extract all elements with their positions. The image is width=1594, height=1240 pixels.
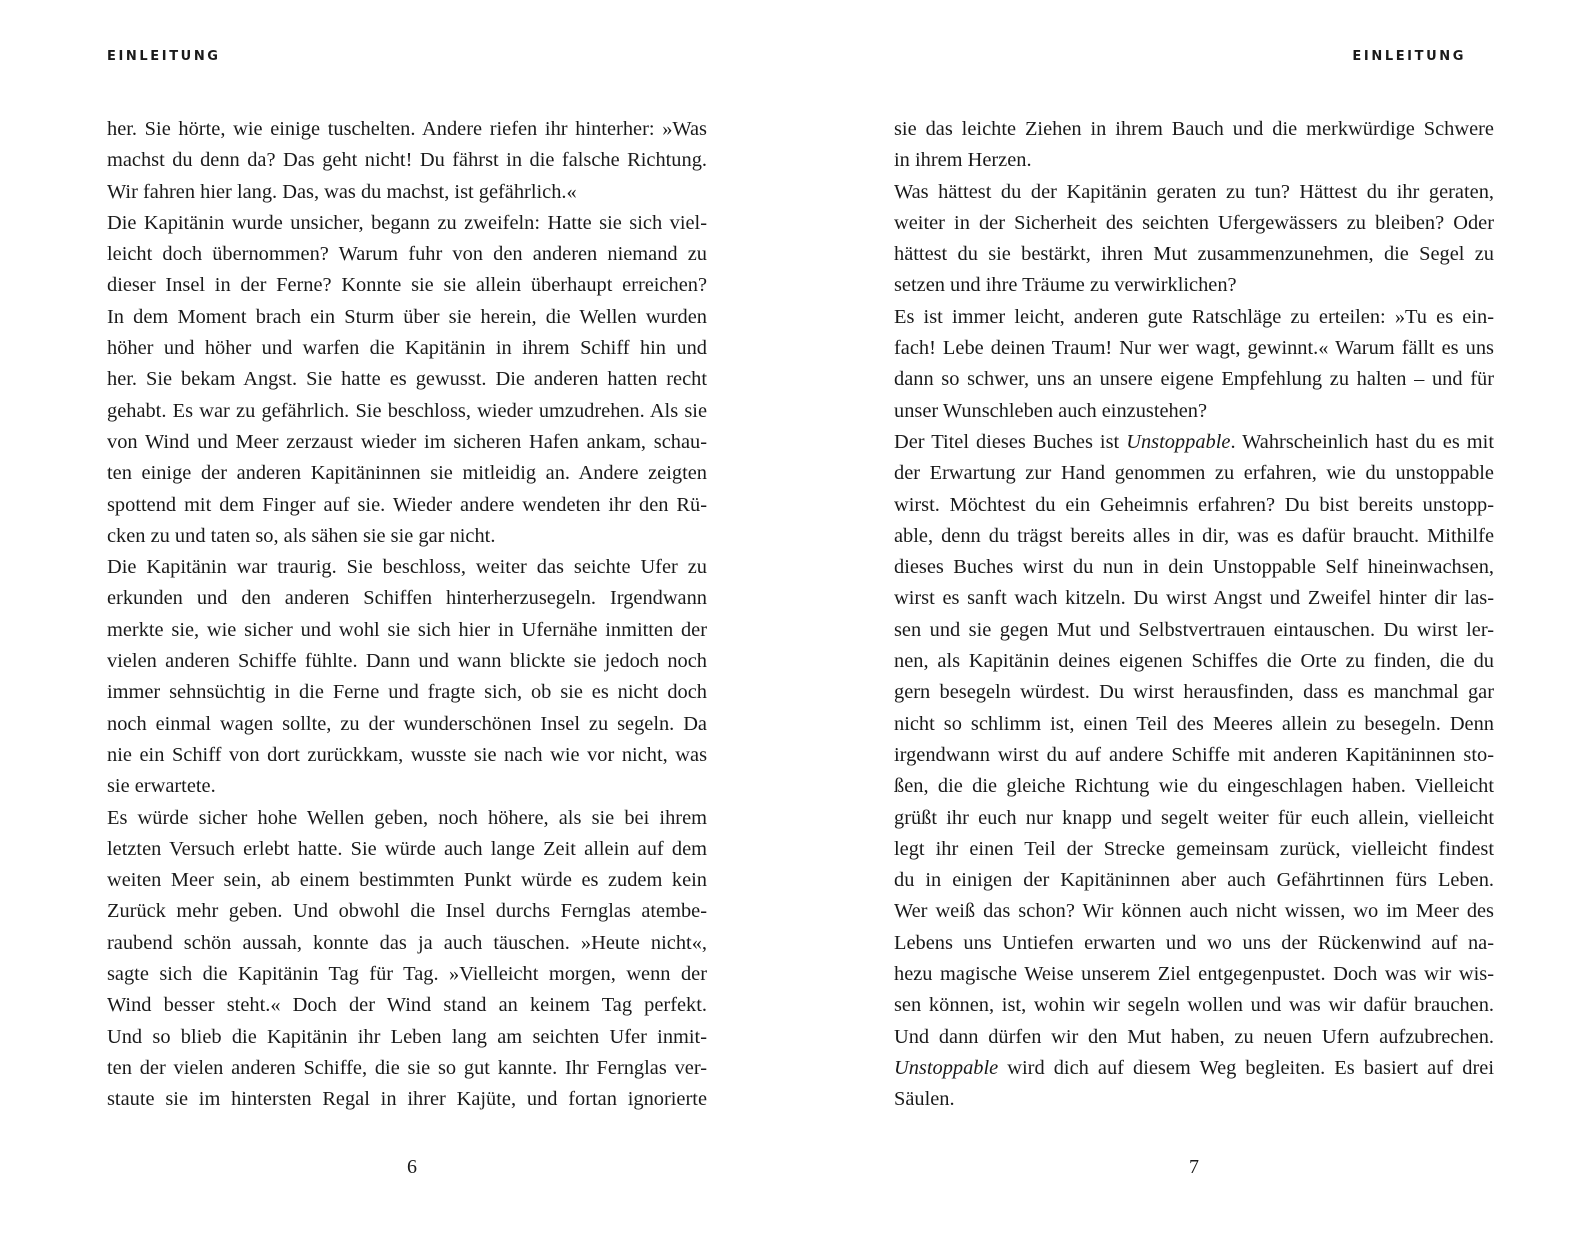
text-line: ten der vielen anderen Schiffe, die sie so gut kannte. Ihr Fernglas ver- (107, 1056, 707, 1079)
text-line: Wir fahren hier lang. Das, was du machst, ist gefährlich.« (107, 180, 577, 203)
text-line (894, 1053, 1494, 1084)
text-line: cken zu und taten so, als sähen sie sie gar nicht. (107, 524, 496, 547)
text-line: In dem Moment brach ein Sturm über sie herein, die Wellen wurden (107, 305, 707, 328)
text-line: fach! Lebe deinen Traum! Nur wer wagt, gewinnt.« Warum fällt es uns (894, 337, 1494, 360)
text-line: raubend schön aussah, konnte das ja auch täuschen. »Heute nicht«, (107, 931, 707, 954)
text-line: machst du denn da? Das geht nicht! Du fährst in die falsche Richtung. (107, 149, 707, 172)
text-line: sen können, ist, wohin wir segeln wollen und was wir dafür brauchen. (894, 994, 1494, 1017)
text-segment: Der Titel dieses Buches ist (894, 430, 1127, 453)
text-line: vielen anderen Schiffe fühlte. Dann und wann blickte sie jedoch noch (107, 650, 707, 673)
text-line: leicht doch übernommen? Warum fuhr von den anderen niemand zu (107, 243, 707, 266)
page-number: 6 (407, 1156, 417, 1178)
running-head: EINLEITUNG (1352, 49, 1466, 64)
text-line: noch einmal wagen sollte, zu der wunderschönen Insel zu segeln. Da (107, 712, 707, 735)
text-line: merkte sie, wie sicher und wohl sie sich hier in Ufernähe inmitten der (107, 618, 707, 641)
text-line: sie das leichte Ziehen in ihrem Bauch und die merkwürdige Schwere (894, 118, 1494, 140)
text-line: erkunden und den anderen Schiffen hinterherzusegeln. Irgendwann (107, 587, 707, 610)
text-line: sie erwartete. (107, 775, 216, 798)
text-line: Es würde sicher hohe Wellen geben, noch höhere, als sie bei ihrem (107, 806, 707, 829)
text-line: staute sie im hintersten Regal in ihrer Kajüte, und fortan ignorierte (107, 1088, 707, 1111)
text-line: hättest du sie bestärkt, ihren Mut zusammenzunehmen, die Segel zu (894, 243, 1494, 266)
text-line: ßen, die die gleiche Richtung wie du eingeschlagen haben. Vielleicht (894, 775, 1494, 798)
text-line: legt ihr einen Teil der Strecke gemeinsam zurück, vielleicht findest (894, 837, 1494, 860)
text-line: weiter in der Sicherheit des seichten Ufergewässers zu bleiben? Oder (894, 211, 1494, 234)
text-line: Und dann dürfen wir den Mut haben, zu neuen Ufern aufzubrechen. (894, 1025, 1494, 1048)
text-line: unser Wunschleben auch einzustehen? (894, 399, 1208, 422)
text-line: spottend mit dem Finger auf sie. Wieder andere wendeten ihr den Rü- (107, 493, 707, 516)
text-line: Lebens uns Untiefen erwarten und wo uns der Rückenwind auf na- (894, 931, 1494, 954)
text-line: sagte sich die Kapitänin Tag für Tag. »Vielleicht morgen, wenn der (107, 963, 707, 986)
book-title-italic: Unstoppable (894, 1056, 999, 1079)
text-line: able, denn du trägst bereits alles in dir, was es dafür braucht. Mithilfe (894, 524, 1494, 547)
text-line: letzten Versuch erlebt hatte. Sie würde auch lange Zeit allein auf dem (107, 837, 707, 860)
page-number: 7 (1189, 1156, 1199, 1178)
text-line: her. Sie bekam Angst. Sie hatte es gewusst. Die anderen hatten recht (107, 368, 707, 391)
text-line: höher und höher und warfen die Kapitänin in ihrem Schiff hin und (107, 337, 707, 360)
text-line: wirst es sanft wach kitzeln. Du wirst Angst und Zweifel hinter dir las- (894, 587, 1494, 610)
text-line: Wind besser steht.« Doch der Wind stand an keinem Tag perfekt. (107, 994, 707, 1017)
text-line: Wer weiß das schon? Wir können auch nicht wissen, wo im Meer des (894, 900, 1494, 923)
text-line: nicht so schlimm ist, einen Teil des Meeres allein zu besegeln. Denn (894, 712, 1494, 735)
text-line: irgendwann wirst du auf andere Schiffe mit anderen Kapitäninnen sto- (894, 743, 1494, 766)
text-line: wirst. Möchtest du ein Geheimnis erfahren? Du bist bereits unstopp- (894, 493, 1494, 516)
text-line: Säulen. (894, 1088, 955, 1111)
text-line: dieser Insel in der Ferne? Konnte sie sie allein überhaupt erreichen? (107, 274, 707, 297)
text-line: sen und sie gegen Mut und Selbstvertrauen eintauschen. Du wirst ler- (894, 618, 1494, 641)
text-line: immer sehnsüchtig in die Ferne und fragte sich, ob sie es nicht doch (107, 681, 707, 704)
text-line: weiten Meer sein, ab einem bestimmten Punkt würde es zudem kein (107, 869, 707, 892)
book-title-italic: Unstoppable (1126, 430, 1231, 453)
text-line: nen, als Kapitänin deines eigenen Schiffes die Orte zu finden, die du (894, 650, 1494, 673)
running-head: EINLEITUNG (107, 49, 221, 64)
text-segment: wird dich auf diesem Weg begleiten. Es basiert auf drei (998, 1056, 1494, 1079)
text-line: Was hättest du der Kapitänin geraten zu tun? Hättest du ihr geraten, (894, 180, 1494, 203)
text-line: Die Kapitänin wurde unsicher, begann zu zweifeln: Hatte sie sich viel- (107, 211, 707, 234)
text-line: Zurück mehr geben. Und obwohl die Insel durchs Fernglas atembe- (107, 900, 707, 923)
text-line: nie ein Schiff von dort zurückkam, wusste sie nach wie vor nicht, was (107, 743, 707, 766)
text-line: ten einige der anderen Kapitäninnen sie mitleidig an. Andere zeigten (107, 462, 707, 485)
text-line: gehabt. Es war zu gefährlich. Sie beschloss, wieder umzudrehen. Als sie (107, 399, 707, 422)
text-line: Die Kapitänin war traurig. Sie beschloss, weiter das seichte Ufer zu (107, 556, 707, 579)
text-line: Es ist immer leicht, anderen gute Ratschläge zu erteilen: »Tu es ein- (894, 305, 1494, 328)
right-page (797, 0, 1594, 1240)
text-line: her. Sie hörte, wie einige tuschelten. Andere riefen ihr hinterher: »Was (107, 118, 707, 140)
text-line: Und so blieb die Kapitänin ihr Leben lang am seichten Ufer inmit- (107, 1025, 707, 1048)
text-line: setzen und ihre Träume zu verwirklichen? (894, 274, 1237, 297)
text-line (894, 427, 1494, 458)
text-line: in ihrem Herzen. (894, 149, 1032, 172)
text-segment: . Wahrscheinlich hast du es mit (1230, 430, 1494, 453)
text-line: du in einigen der Kapitäninnen aber auch Gefährtinnen fürs Leben. (894, 869, 1494, 892)
text-line: dann so schwer, uns an unsere eigene Empfehlung zu halten – und für (894, 368, 1494, 391)
text-line: hezu magische Weise unserem Ziel entgegenpustet. Doch was wir wis- (894, 963, 1494, 986)
body-text (107, 114, 707, 1116)
text-line: von Wind und Meer zerzaust wieder im sicheren Hafen ankam, schau- (107, 430, 707, 453)
text-line: gern besegeln würdest. Du wirst herausfinden, dass es manchmal gar (894, 681, 1494, 704)
text-line: der Erwartung zur Hand genommen zu erfahren, wie du unstoppable (894, 462, 1494, 485)
text-line: dieses Buches wirst du nun in dein Unstoppable Self hineinwachsen, (894, 556, 1494, 579)
text-line: grüßt ihr euch nur knapp und segelt weiter für euch allein, vielleicht (894, 806, 1494, 829)
body-text (894, 114, 1494, 1116)
